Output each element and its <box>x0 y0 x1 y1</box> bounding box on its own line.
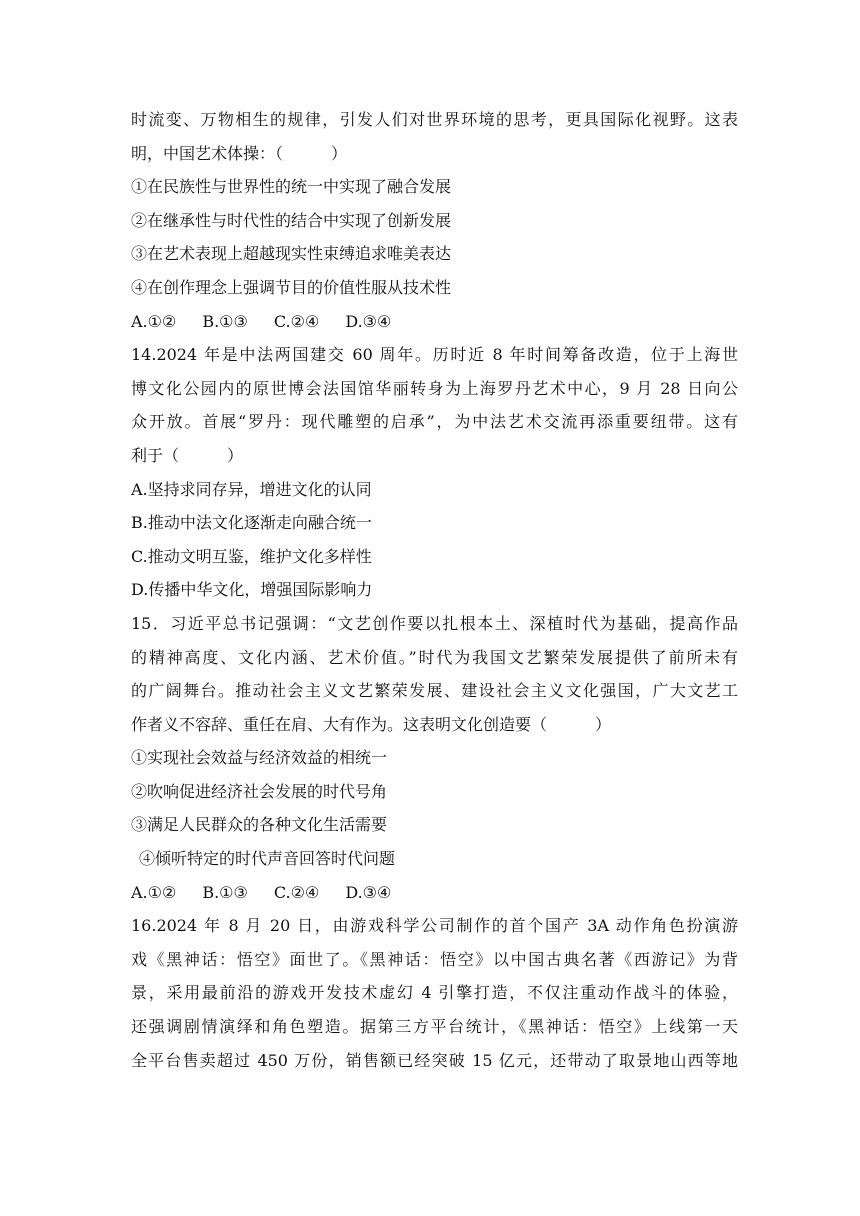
q14-option-b: B.推动中法文化逐渐走向融合统一 <box>131 513 372 533</box>
q14-option-c: C.推动文明互鉴，维护文化多样性 <box>131 546 372 566</box>
q16-stem-line: 景，采用最前沿的游戏开发技术虚幻 4 引擎打造，不仅注重动作战斗的体验， <box>131 983 738 1003</box>
question-13 <box>131 103 738 338</box>
q15-stem-line: 15．习近平总书记强调：“文艺创作要以扎根本土、深植时代为基础，提高作品 <box>131 613 738 633</box>
q14-stem-line: 众开放。首展“罗丹：现代雕塑的启承”，为中法艺术交流再添重要纽带。这有 <box>131 412 738 432</box>
q13-item: ②在继承性与时代性的结合中实现了创新发展 <box>131 210 452 230</box>
q15-stem-line: 作者义不容辞、重任在肩、大有作为。这表明文化创造要（ ） <box>131 714 612 734</box>
question-15 <box>131 607 738 909</box>
q15-option-a: A.①② <box>131 882 177 902</box>
q13-stem-line: 时流变、万物相生的规律，引发人们对世界环境的思考，更具国际化视野。这表 <box>131 110 738 129</box>
q13-option-c: C.②④ <box>273 311 320 331</box>
q15-item: ④倾听特定的时代声音回答时代问题 <box>139 849 396 869</box>
q14-stem-line: 利于（ ） <box>131 445 244 465</box>
q14-option-a: A.坚持求同存异，增进文化的认同 <box>131 479 372 499</box>
question-16 <box>131 909 738 1077</box>
q15-item: ②吹响促进经济社会发展的时代号角 <box>131 781 388 801</box>
q13-item: ①在民族性与世界性的统一中实现了融合发展 <box>131 177 452 197</box>
q15-options <box>131 876 738 910</box>
page-text <box>131 103 738 1077</box>
q15-stem-line: 的广阔舞台。推动社会主义文艺繁荣发展、建设社会主义文化强国，广大文艺工 <box>131 681 738 701</box>
q15-option-b: B.①③ <box>202 882 248 902</box>
q13-option-b: B.①③ <box>202 311 248 331</box>
q15-item: ①实现社会效益与经济效益的相统一 <box>131 748 388 768</box>
q14-option-d: D.传播中华文化，增强国际影响力 <box>131 580 373 600</box>
q16-stem-line: 戏《黑神话：悟空》面世了。《黑神话：悟空》以中国古典名著《西游记》为背 <box>131 949 738 969</box>
q13-option-d: D.③④ <box>345 311 392 331</box>
q14-stem-line: 14.2024 年是中法两国建交 60 周年。历时近 8 年时间筹备改造，位于上海世 <box>131 345 738 365</box>
q13-stem-line: 明，中国艺术体操：（ ） <box>131 143 348 163</box>
q15-stem-line: 的精神高度、文化内涵、艺术价值。”时代为我国文艺繁荣发展提供了前所未有 <box>131 647 738 667</box>
q15-option-c: C.②④ <box>273 882 320 902</box>
q16-stem-line: 16.2024 年 8 月 20 日，由游戏科学公司制作的首个国产 3A 动作角色扮演游 <box>131 916 738 936</box>
q15-item: ③满足人民群众的各种文化生活需要 <box>131 815 388 835</box>
q15-option-d: D.③④ <box>345 882 392 902</box>
q14-stem-line: 博文化公园内的原世博会法国馆华丽转身为上海罗丹艺术中心，9 月 28 日向公 <box>131 378 738 398</box>
q16-stem-line: 还强调剧情演绎和角色塑造。据第三方平台统计，《黑神话：悟空》上线第一天 <box>131 1017 738 1037</box>
q16-stem-line: 全平台售卖超过 450 万份，销售额已经突破 15 亿元，还带动了取景地山西等地 <box>131 1050 738 1070</box>
question-14 <box>131 338 738 607</box>
q13-item: ④在创作理念上强调节目的价值性服从技术性 <box>131 277 452 297</box>
q13-options <box>131 305 738 339</box>
q13-option-a: A.①② <box>131 311 177 331</box>
q13-item: ③在艺术表现上超越现实性束缚追求唯美表达 <box>131 244 452 264</box>
